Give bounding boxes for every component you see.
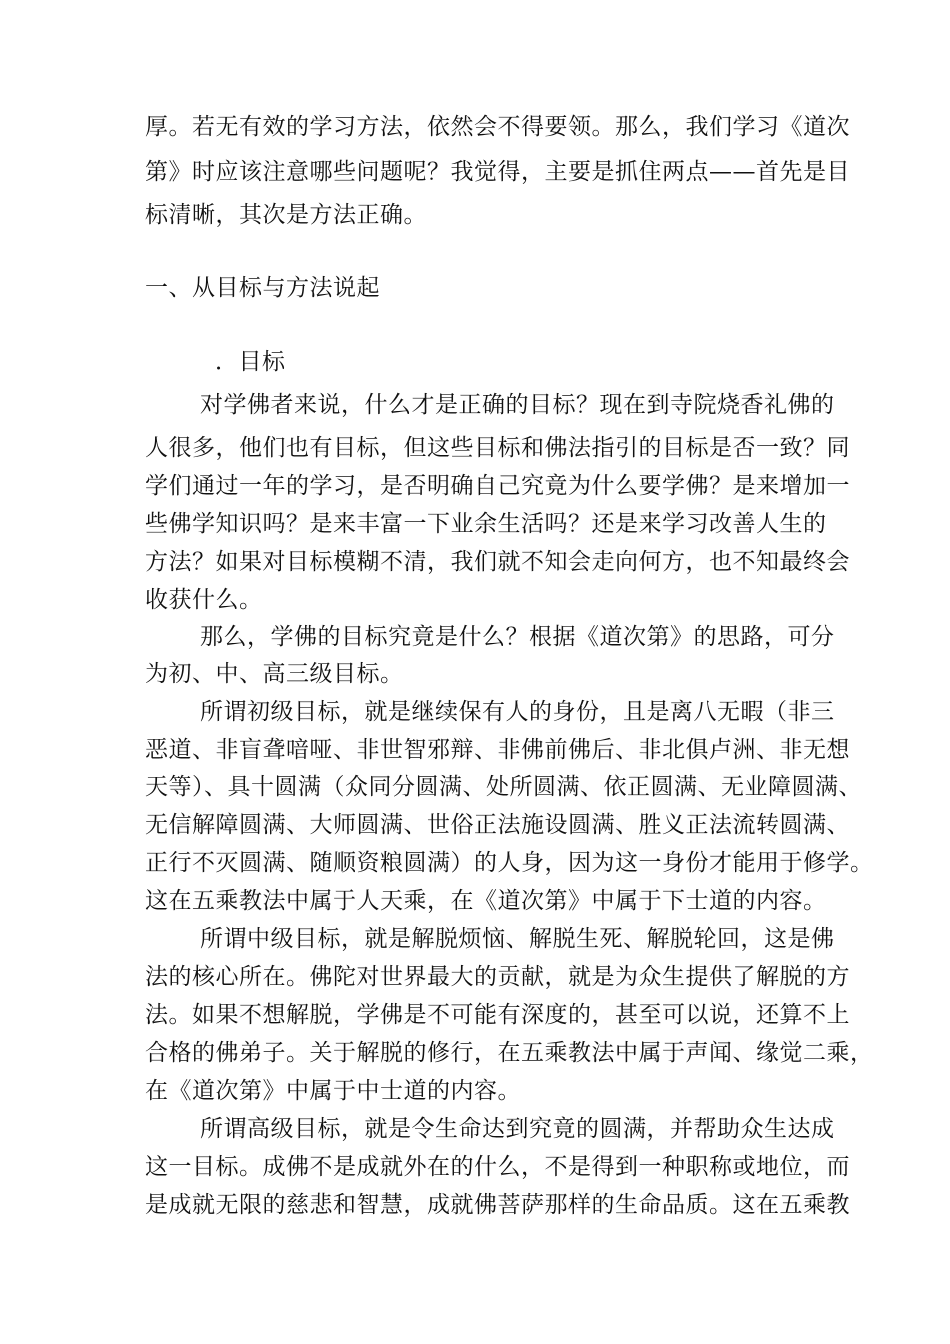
paragraph-line: 收获什么。 xyxy=(145,587,263,613)
paragraph-line: 方法？如果对目标模糊不清，我们就不知会走向何方，也不知最终会 xyxy=(145,549,850,575)
paragraph-line: 第》时应该注意哪些问题呢？我觉得，主要是抓住两点——首先是目 xyxy=(145,159,850,185)
paragraph-line: 无信解障圆满、大师圆满、世俗正法施设圆满、胜义正法流转圆满、 xyxy=(145,812,850,838)
paragraph-line: 所谓高级目标，就是令生命达到究竟的圆满，并帮助众生达成 xyxy=(200,1116,835,1142)
paragraph-line: 标清晰，其次是方法正确。 xyxy=(145,202,427,228)
paragraph-line: 学们通过一年的学习，是否明确自己究竟为什么要学佛？是来增加一 xyxy=(145,473,850,499)
paragraph-line: 在《道次第》中属于中士道的内容。 xyxy=(145,1078,521,1104)
subsection-heading: ．目标 xyxy=(215,349,286,375)
paragraph-line: 合格的佛弟子。关于解脱的修行，在五乘教法中属于声闻、缘觉二乘， xyxy=(145,1040,874,1066)
paragraph-line: 恶道、非盲聋喑哑、非世智邪辩、非佛前佛后、非北俱卢洲、非无想 xyxy=(145,737,850,763)
section-heading: 一、从目标与方法说起 xyxy=(145,275,380,301)
paragraph-line: 为初、中、高三级目标。 xyxy=(145,661,404,687)
paragraph-line: 些佛学知识吗？是来丰富一下业余生活吗？还是来学习改善人生的 xyxy=(145,511,827,537)
paragraph-line: 那么，学佛的目标究竟是什么？根据《道次第》的思路，可分 xyxy=(200,624,835,650)
paragraph-line: 所谓初级目标，就是继续保有人的身份，且是离八无暇（非三 xyxy=(200,699,835,725)
paragraph-line: 是成就无限的慈悲和智慧，成就佛菩萨那样的生命品质。这在五乘教 xyxy=(145,1192,850,1218)
paragraph-line: 这在五乘教法中属于人天乘，在《道次第》中属于下士道的内容。 xyxy=(145,888,827,914)
paragraph-line: 对学佛者来说，什么才是正确的目标？现在到寺院烧香礼佛的 xyxy=(200,392,835,418)
paragraph-line: 所谓中级目标，就是解脱烦恼、解脱生死、解脱轮回，这是佛 xyxy=(200,926,835,952)
paragraph-line: 厚。若无有效的学习方法，依然会不得要领。那么，我们学习《道次 xyxy=(145,114,850,140)
paragraph-line: 这一目标。成佛不是成就外在的什么，不是得到一种职称或地位，而 xyxy=(145,1154,850,1180)
paragraph-line: 法。如果不想解脱，学佛是不可能有深度的，甚至可以说，还算不上 xyxy=(145,1002,850,1028)
paragraph-line: 法的核心所在。佛陀对世界最大的贡献，就是为众生提供了解脱的方 xyxy=(145,964,850,990)
paragraph-line: 正行不灭圆满、随顺资粮圆满）的人身，因为这一身份才能用于修学。 xyxy=(145,850,874,876)
paragraph-line: 天等）、具十圆满（众同分圆满、处所圆满、依正圆满、无业障圆满、 xyxy=(145,774,862,800)
paragraph-line: 人很多，他们也有目标，但这些目标和佛法指引的目标是否一致？同 xyxy=(145,435,850,461)
